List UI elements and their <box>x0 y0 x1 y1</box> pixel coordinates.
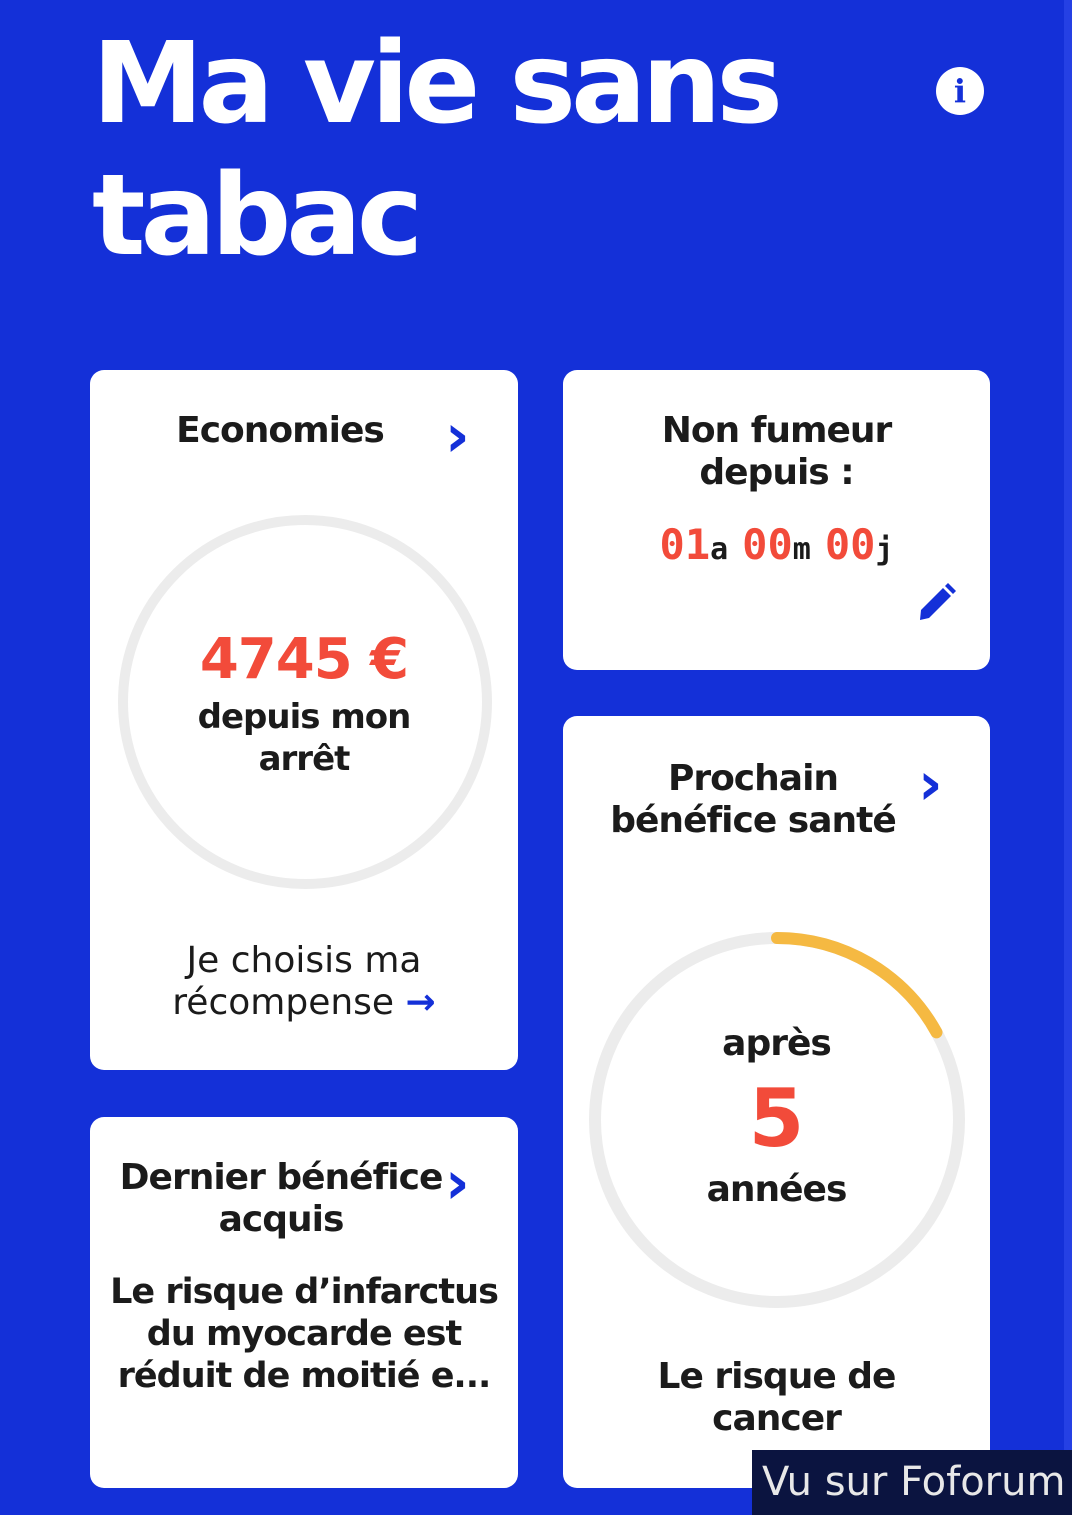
screen-edge <box>1064 0 1072 1515</box>
days-unit: j <box>875 532 894 567</box>
next-benefit-prefix: après <box>722 1023 831 1064</box>
next-benefit-title: Prochain bénéfice santé <box>610 758 896 841</box>
watermark: Vu sur Foforum <box>752 1450 1072 1515</box>
chevron-right-icon[interactable]: › <box>445 1148 470 1218</box>
months-unit: m <box>792 532 811 567</box>
years-unit: a <box>710 532 729 567</box>
reward-link-label: Je choisis ma récompense <box>172 940 422 1023</box>
days-value: 00 <box>824 520 876 569</box>
months-value: 00 <box>742 520 793 569</box>
info-icon[interactable]: i <box>936 67 984 115</box>
next-benefit-description: Le risque de cancer <box>657 1356 896 1439</box>
progress-arc <box>777 938 936 1032</box>
quit-duration <box>563 520 990 569</box>
next-benefit-value: 5 <box>748 1072 805 1165</box>
economies-card[interactable] <box>90 370 518 1070</box>
last-benefit-card[interactable] <box>90 1117 518 1488</box>
last-benefit-title: Dernier bénéfice acquis <box>119 1157 443 1240</box>
next-benefit-unit: années <box>706 1169 847 1210</box>
page-title: Ma vie sans tabac <box>92 19 779 281</box>
pencil-icon[interactable] <box>915 580 959 624</box>
reward-link[interactable] <box>130 940 478 1024</box>
savings-amount: 4745 € <box>199 627 409 692</box>
non-smoker-card <box>563 370 990 670</box>
savings-caption: depuis mon arrêt <box>197 697 411 779</box>
chevron-right-icon[interactable]: › <box>445 401 470 471</box>
arrow-right-icon: → <box>405 982 436 1023</box>
years-value: 01 <box>659 520 711 569</box>
next-benefit-card[interactable] <box>563 716 990 1488</box>
economies-title: Economies <box>176 410 384 451</box>
chevron-right-icon[interactable]: › <box>918 749 943 819</box>
last-benefit-description: Le risque d’infarctus du myocarde est réduit de moitié e... <box>110 1272 498 1396</box>
non-smoker-title: Non fumeur depuis : <box>661 410 892 493</box>
